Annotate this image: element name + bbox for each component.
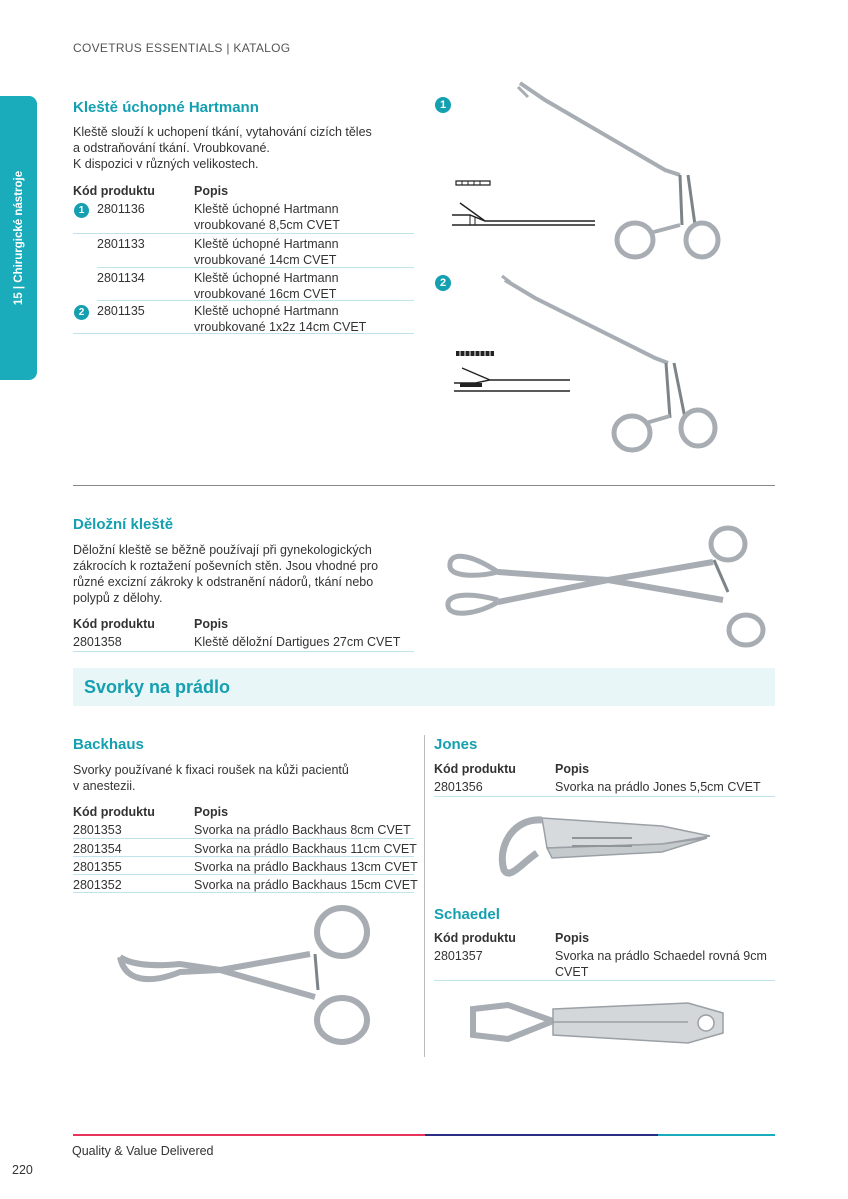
image-badge: 1 [435, 97, 451, 113]
product-desc: Svorka na prádlo Backhaus 13cm CVET [194, 860, 418, 874]
product-desc: Kleště uchopné Hartmann vroubkované 1x2z 14cm CVET [194, 304, 367, 334]
product-desc: Svorka na prádlo Jones 5,5cm CVET [555, 780, 761, 794]
page-number: 220 [12, 1163, 33, 1177]
hartmann-desc-line: K dispozici v různých velikostech. [73, 157, 259, 171]
schaedel-title: Schaedel [434, 906, 500, 923]
product-desc: Kleště děložní Dartigues 27cm CVET [194, 635, 401, 649]
catalog-header: COVETRUS ESSENTIALS | KATALOG [73, 41, 291, 55]
product-code: 2801353 [73, 823, 122, 837]
backhaus-col-code: Kód produktu [73, 805, 155, 819]
product-desc: Kleště úchopné Hartmann vroubkované 16cm CVET [194, 271, 339, 301]
column-separator [424, 735, 425, 1057]
table-row [73, 632, 414, 652]
backhaus-desc-line: v anestezii. [73, 779, 136, 793]
backhaus-col-desc: Popis [194, 805, 229, 819]
product-desc: Svorka na prádlo Backhaus 11cm CVET [194, 842, 417, 856]
section-band [73, 668, 775, 706]
delozni-desc-line: různé excizní zákroky k odstranění nádorů, tkání nebo [73, 575, 374, 589]
delozni-desc-line: zákrocích k roztažení poševních stěn. Jsou vhodné pro [73, 559, 379, 573]
hartmann-desc-line: Kleště slouží k uchopení tkání, vytahování cizích těles [73, 125, 372, 139]
schaedel-clamp-photo [468, 995, 730, 1055]
delozni-title: Děložní kleště [73, 516, 174, 533]
schaedel-col-desc: Popis [555, 931, 590, 945]
table-row [73, 199, 414, 234]
table-row [73, 301, 414, 334]
hartmann-forceps-1-photo [440, 75, 740, 265]
section-divider [73, 485, 775, 486]
backhaus-title: Backhaus [73, 736, 144, 753]
jones-title: Jones [434, 736, 478, 753]
row-badge: 2 [74, 305, 89, 320]
footer-line-teal [658, 1134, 775, 1136]
table-row [97, 268, 414, 301]
hartmann-desc-line: a odstraňování tkání. Vroubkované. [73, 141, 270, 155]
product-code: 2801355 [73, 860, 122, 874]
section-band-title: Svorky na prádlo [84, 677, 231, 697]
jones-col-code: Kód produktu [434, 762, 516, 776]
table-row [73, 875, 418, 893]
product-code: 2801354 [73, 842, 122, 856]
product-code: 2801134 [97, 271, 145, 285]
product-desc: Svorka na prádlo Backhaus 15cm CVET [194, 878, 418, 892]
chapter-side-tab [0, 96, 37, 380]
chapter-side-tab-label: 15 | Chirurgické nástroje [12, 170, 25, 306]
hartmann-description [73, 124, 372, 172]
footer-line-navy [425, 1134, 658, 1136]
product-desc: Kleště úchopné Hartmann vroubkované 14cm CVET [194, 237, 339, 267]
table-row [434, 777, 775, 797]
delozni-desc-line: polypů z dělohy. [73, 591, 163, 605]
hartmann-forceps-2-photo [440, 268, 740, 463]
hartmann-col-desc: Popis [194, 184, 229, 198]
product-desc: Svorka na prádlo Backhaus 8cm CVET [194, 823, 411, 837]
footer-line-red [73, 1134, 425, 1136]
product-code: 2801356 [434, 780, 483, 794]
delozni-col-desc: Popis [194, 617, 229, 631]
product-desc: Svorka na prádlo Schaedel rovná 9cm CVET [555, 949, 767, 979]
delozni-desc-line: Děložní kleště se běžně používají při gynekologických [73, 543, 372, 557]
hartmann-col-code: Kód produktu [73, 184, 155, 198]
row-badge: 1 [74, 203, 89, 218]
image-badge: 2 [435, 275, 451, 291]
backhaus-description [73, 762, 349, 794]
product-code: 2801352 [73, 878, 122, 892]
hartmann-title: Kleště úchopné Hartmann [73, 99, 259, 116]
schaedel-col-code: Kód produktu [434, 931, 516, 945]
delozni-description [73, 542, 378, 606]
table-row [73, 839, 417, 857]
table-row [434, 946, 775, 981]
backhaus-clamp-photo [110, 902, 380, 1052]
product-code: 2801133 [97, 237, 145, 251]
jones-col-desc: Popis [555, 762, 590, 776]
product-desc: Kleště úchopné Hartmann vroubkované 8,5cm CVET [194, 202, 340, 232]
jones-clamp-photo [492, 808, 717, 888]
footer-tagline: Quality & Value Delivered [72, 1144, 214, 1158]
backhaus-desc-line: Svorky používané k fixaci roušek na kůži pacientů [73, 763, 349, 777]
delozni-col-code: Kód produktu [73, 617, 155, 631]
table-row [73, 857, 418, 875]
product-code: 2801136 [97, 202, 145, 216]
table-row [73, 820, 414, 839]
product-code: 2801135 [97, 304, 145, 318]
table-row [97, 234, 414, 268]
dartigues-forceps-photo [438, 522, 778, 652]
product-code: 2801357 [434, 949, 483, 963]
product-code: 2801358 [73, 635, 122, 649]
